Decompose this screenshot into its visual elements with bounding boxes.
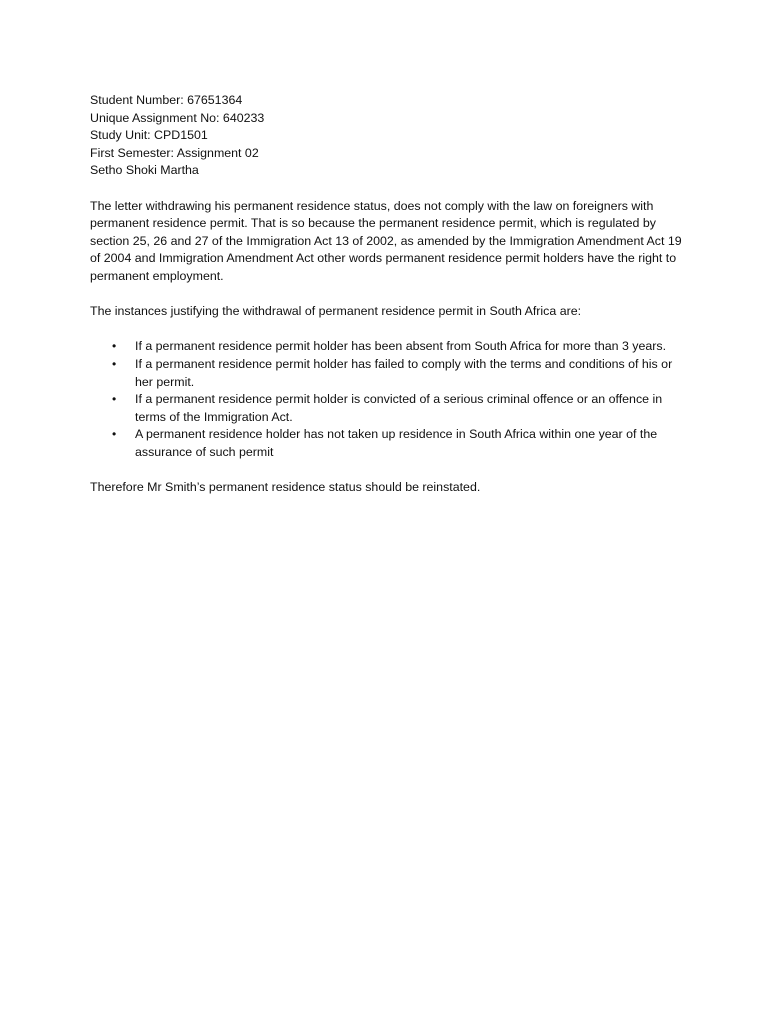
header-block — [90, 92, 688, 180]
list-item-text: If a permanent residence permit holder is convicted of a serious criminal offence or an offence in terms of the Immigration Act. — [135, 392, 663, 424]
spacer — [90, 180, 688, 198]
list-item — [90, 391, 688, 426]
semester-assignment: First Semester: Assignment 02 — [90, 145, 259, 160]
study-unit: Study Unit: CPD1501 — [90, 128, 208, 143]
spacer — [90, 286, 688, 304]
bullet-list — [90, 338, 688, 461]
spacer — [90, 461, 688, 479]
assignment-number: Unique Assignment No: 640233 — [90, 110, 265, 125]
list-item — [90, 338, 688, 356]
list-item — [90, 426, 688, 461]
student-name: Setho Shoki Martha — [90, 163, 199, 178]
bullet-icon: • — [112, 339, 117, 354]
list-item — [90, 356, 688, 391]
list-item-text: If a permanent residence permit holder has failed to comply with the terms and conditions of his or her permit. — [135, 356, 673, 389]
student-number: Student Number: 67651364 — [90, 93, 243, 107]
bullet-icon: • — [112, 392, 117, 407]
bullet-icon: • — [112, 356, 117, 371]
conclusion-paragraph: Therefore Mr Smith’s permanent residence status should be reinstated. — [90, 480, 481, 495]
list-item-text: A permanent residence holder has not taken up residence in South Africa within one year of the assurance of such permit — [135, 427, 658, 459]
body-paragraph-1: The letter withdrawing his permanent residence status, does not comply with the law on foreigners with permanent residence permit. That is so because the permanent residence permit, which is regulated by section 25, 26 and 27 of the Immigration Act 13 of 2002, as amended by the Immigration Amendment Act 19 of 2004 and Immigration Amendment Act other words permanent residence permit holders have the right to permanent employment. — [90, 198, 682, 283]
bullet-icon: • — [112, 427, 117, 442]
body-paragraph-2: The instances justifying the withdrawal of permanent residence permit in South Africa are: — [90, 304, 582, 319]
list-item-text: If a permanent residence permit holder has been absent from South Africa for more than 3 years. — [135, 339, 667, 354]
spacer — [90, 321, 688, 339]
